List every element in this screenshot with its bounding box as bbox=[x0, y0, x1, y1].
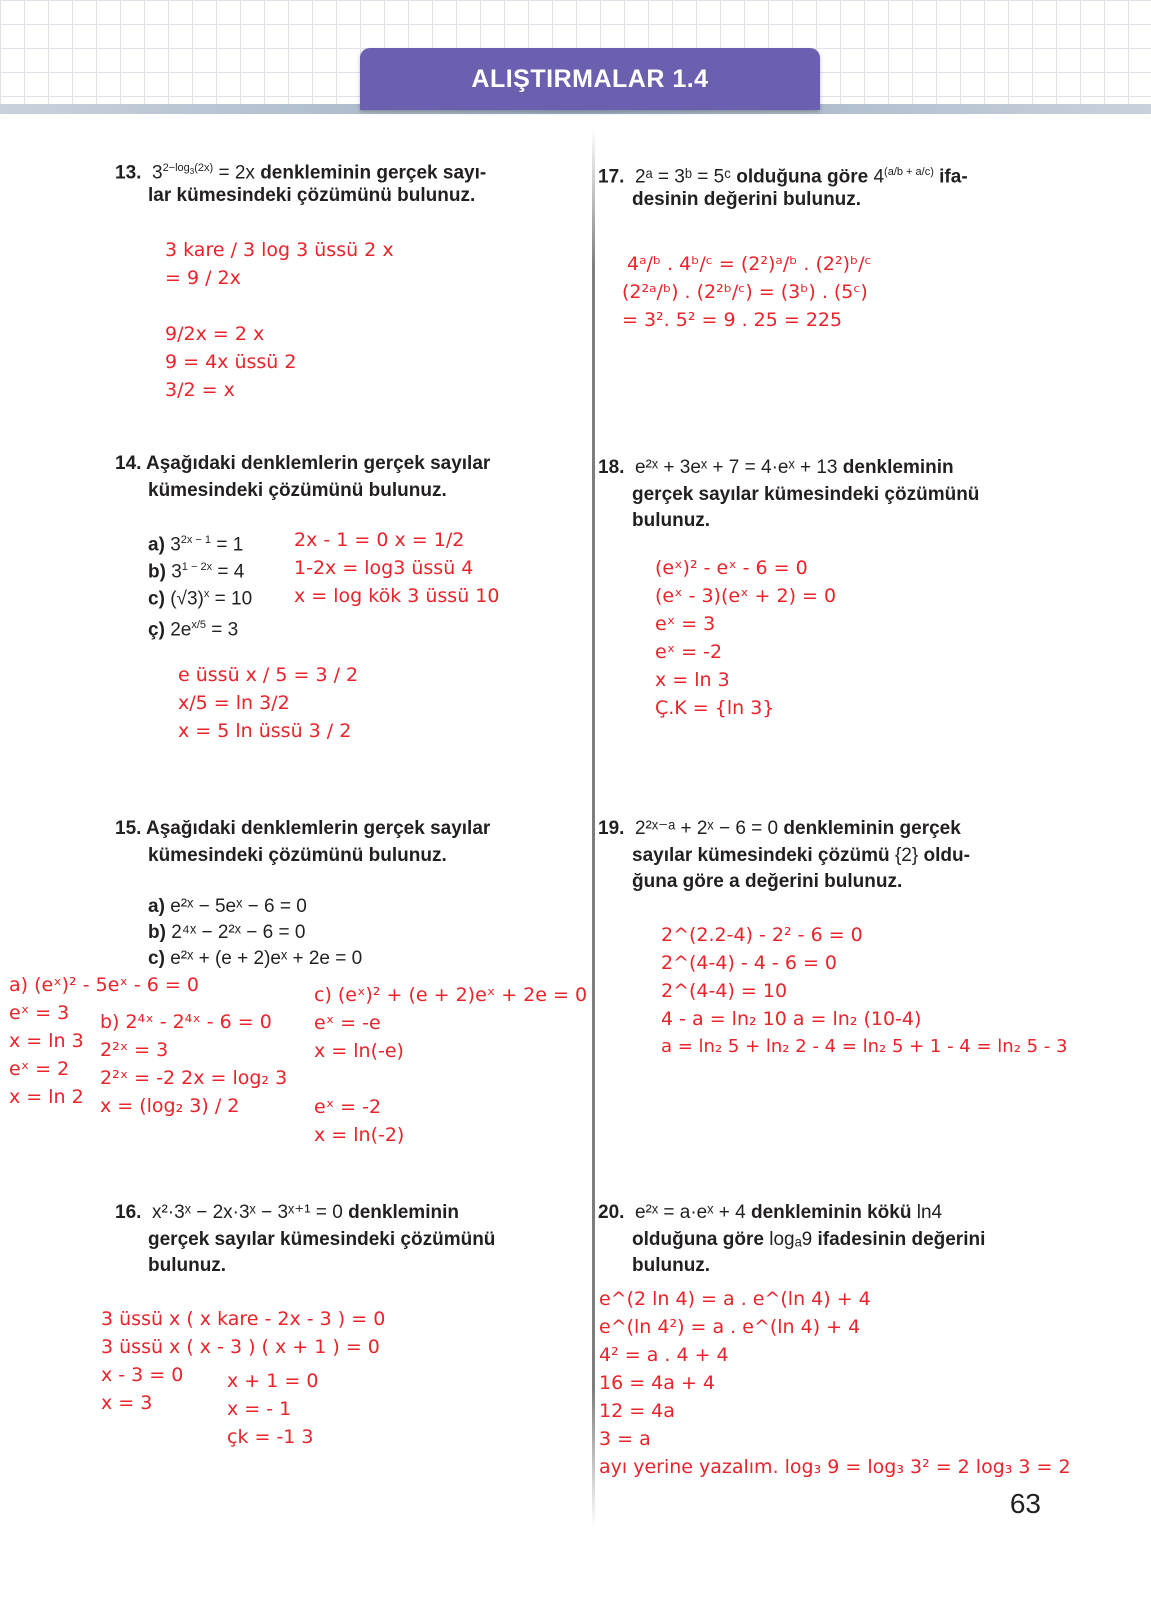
section-title: ALIŞTIRMALAR 1.4 bbox=[471, 64, 709, 93]
q14-number: 14. bbox=[115, 453, 142, 474]
q14-c-rest: = 10 bbox=[209, 588, 253, 610]
q17-expr: 4 bbox=[873, 166, 885, 188]
q20-work-7: ayı yerine yazalım. log₃ 9 = log₃ 3² = 2 log₃ 3 = 2 bbox=[599, 1456, 1071, 1478]
q16-text-1: denkleminin bbox=[348, 1202, 459, 1223]
q14-b-exp: 1 − 2x bbox=[181, 561, 213, 573]
q15-work-b-3: 2²ˣ = -2 2x = log₂ 3 bbox=[100, 1067, 288, 1089]
q20-text-2a: olduğuna göre bbox=[632, 1229, 770, 1250]
q18-math: e²ˣ + 3eˣ + 7 = 4·eˣ + 13 bbox=[634, 457, 843, 478]
q19-text-2b: oldu- bbox=[918, 845, 970, 866]
q13-work-5: 9 = 4x üssü 2 bbox=[165, 351, 297, 373]
q14-a-base: 3 bbox=[170, 534, 181, 556]
q14-b-base: 3 bbox=[171, 561, 182, 583]
q20-work-1: e^(2 ln 4) = a . e^(ln 4) + 4 bbox=[599, 1288, 871, 1310]
q13-text-1: denkleminin gerçek sayı- bbox=[260, 162, 487, 184]
q20-text-1: denkleminin kökü bbox=[750, 1202, 917, 1223]
q18-work-2: (eˣ - 3)(eˣ + 2) = 0 bbox=[655, 585, 837, 607]
q20-math: e²ˣ = a·eˣ + 4 bbox=[634, 1202, 751, 1223]
q16-work-r-2: x = - 1 bbox=[227, 1398, 292, 1420]
q20-work-5: 12 = 4a bbox=[599, 1400, 675, 1422]
q15-text-1: Aşağıdaki denklemlerin gerçek sayılar bbox=[146, 818, 491, 839]
q15-b-eq: 2⁴ˣ − 2²ˣ − 6 = 0 bbox=[171, 922, 306, 943]
q15-work-a-1: a) (eˣ)² - 5eˣ - 6 = 0 bbox=[9, 974, 199, 996]
q16-math: x²·3ˣ − 2x·3ˣ − 3ˣ⁺¹ = 0 bbox=[151, 1202, 349, 1223]
q15-c-eq: e²ˣ + (e + 2)eˣ + 2e = 0 bbox=[170, 948, 363, 969]
q16-line3: bulunuz. bbox=[148, 1255, 227, 1276]
q19-text-1: denkleminin gerçek bbox=[783, 818, 961, 839]
q14-b-rest: = 4 bbox=[212, 561, 245, 583]
q16-work-l-1: 3 üssü x ( x kare - 2x - 3 ) = 0 bbox=[101, 1308, 386, 1330]
q15-b-label: b) bbox=[148, 922, 166, 943]
q18-work-3: eˣ = 3 bbox=[655, 613, 716, 635]
q15-work-a-3: x = ln 3 bbox=[9, 1030, 84, 1052]
q18-work-6: Ç.K = {ln 3} bbox=[655, 697, 775, 719]
q20-text-2b: ifadesinin değerini bbox=[812, 1229, 986, 1250]
q15-work-c-2: eˣ = -e bbox=[314, 1012, 381, 1034]
q18-line1 bbox=[598, 454, 954, 481]
q15-work-a-2: eˣ = 3 bbox=[9, 1002, 70, 1024]
q15-a-label: a) bbox=[148, 896, 165, 917]
q20-line2 bbox=[632, 1226, 985, 1253]
q13-exp-arg: (2x) bbox=[194, 162, 214, 174]
q14-c bbox=[148, 581, 252, 612]
q14-work-side-1: 2x - 1 = 0 x = 1/2 bbox=[294, 529, 465, 551]
q15-a bbox=[148, 893, 307, 920]
q16-line2: gerçek sayılar kümesindeki çözümünü bbox=[148, 1229, 496, 1250]
q15-work-a-5: x = ln 2 bbox=[9, 1086, 84, 1108]
q14-a-label: a) bbox=[148, 534, 165, 556]
q18-work-4: eˣ = -2 bbox=[655, 641, 723, 663]
q14-d-label: ç) bbox=[148, 619, 165, 641]
q15-work-c-5: eˣ = -2 bbox=[314, 1096, 382, 1118]
q20-root: ln4 bbox=[916, 1202, 943, 1223]
page-number: 63 bbox=[1009, 1488, 1041, 1519]
q14-work-below-2: x/5 = ln 3/2 bbox=[178, 692, 290, 714]
q15-work-a-4: eˣ = 2 bbox=[9, 1058, 70, 1080]
q19-line3: ğuna göre a değerini bulunuz. bbox=[632, 871, 903, 892]
q17-expr-exp: (a/b + a/c) bbox=[884, 166, 934, 178]
q19-line2 bbox=[632, 842, 970, 869]
q13-exp: 2−log bbox=[162, 162, 190, 174]
q14-work-side-2: 1-2x = log3 üssü 4 bbox=[294, 557, 474, 579]
q15-work-c-3: x = ln(-e) bbox=[314, 1040, 404, 1062]
q14-d-rest: = 3 bbox=[206, 619, 239, 641]
column-divider bbox=[592, 128, 595, 1528]
q15-work-c-6: x = ln(-2) bbox=[314, 1124, 405, 1146]
q20-number: 20. bbox=[598, 1202, 625, 1223]
q13-work-4: 9/2x = 2 x bbox=[165, 323, 265, 345]
q15-c bbox=[148, 945, 362, 972]
q17-work-1: 4ᵃ/ᵇ . 4ᵇ/ᶜ = (2²)ᵃ/ᵇ . (2²)ᵇ/ᶜ bbox=[627, 253, 872, 275]
q14-work-below-3: x = 5 ln üssü 3 / 2 bbox=[178, 720, 352, 742]
q13-base: 3 bbox=[151, 162, 163, 184]
q15-line2: kümesindeki çözümünü bulunuz. bbox=[148, 845, 447, 866]
q16-work-l-3: x - 3 = 0 bbox=[101, 1364, 184, 1386]
q20-expr: logₐ9 bbox=[769, 1229, 813, 1250]
q15-work-b-1: b) 2⁴ˣ - 2⁴ˣ - 6 = 0 bbox=[100, 1011, 272, 1033]
q18-line2: gerçek sayılar kümesindeki çözümünü bbox=[632, 484, 980, 505]
q19-work-5: a = ln₂ 5 + ln₂ 2 - 4 = ln₂ 5 + 1 - 4 = ln₂ 5 - 3 bbox=[661, 1036, 1068, 1057]
q14-d-exp: x/5 bbox=[191, 619, 207, 631]
q14-line1 bbox=[115, 450, 490, 477]
q15-line1 bbox=[115, 815, 490, 842]
q20-line3: bulunuz. bbox=[632, 1255, 711, 1276]
q16-work-l-4: x = 3 bbox=[101, 1392, 153, 1414]
q13-number: 13. bbox=[115, 162, 142, 184]
q16-work-l-2: 3 üssü x ( x - 3 ) ( x + 1 ) = 0 bbox=[101, 1336, 380, 1358]
q18-work-5: x = ln 3 bbox=[655, 669, 730, 691]
q20-work-6: 3 = a bbox=[599, 1428, 651, 1450]
q15-number: 15. bbox=[115, 818, 142, 839]
q14-c-base: (√3) bbox=[170, 588, 204, 610]
q19-line1 bbox=[598, 815, 961, 842]
q19-work-1: 2^(2.2-4) - 2² - 6 = 0 bbox=[661, 924, 863, 946]
q18-number: 18. bbox=[598, 457, 625, 478]
q13-work-2: = 9 / 2x bbox=[165, 267, 241, 289]
q20-line1 bbox=[598, 1199, 942, 1226]
q16-work-r-1: x + 1 = 0 bbox=[227, 1370, 319, 1392]
q14-text-1: Aşağıdaki denklemlerin gerçek sayılar bbox=[146, 453, 491, 474]
q13-work-1: 3 kare / 3 log 3 üssü 2 x bbox=[165, 239, 394, 261]
q17-work-3: = 3². 5² = 9 . 25 = 225 bbox=[622, 309, 843, 331]
q14-work-below-1: e üssü x / 5 = 3 / 2 bbox=[178, 664, 359, 686]
q20-work-3: 4² = a . 4 + 4 bbox=[599, 1344, 729, 1366]
q13-exp-sub: 3 bbox=[189, 167, 195, 177]
q14-line2: kümesindeki çözümünü bulunuz. bbox=[148, 480, 447, 501]
q14-c-label: c) bbox=[148, 588, 165, 610]
q15-a-eq: e²ˣ − 5eˣ − 6 = 0 bbox=[170, 896, 307, 917]
q14-c-exp: x bbox=[203, 588, 210, 600]
q16-number: 16. bbox=[115, 1202, 142, 1223]
q14-d-base: 2e bbox=[170, 619, 192, 641]
q18-text-1: denkleminin bbox=[842, 457, 954, 478]
q14-b-label: b) bbox=[148, 561, 166, 583]
q17-text-a: olduğuna göre bbox=[736, 166, 874, 188]
q19-math: 2²ˣ⁻ᵃ + 2ˣ − 6 = 0 bbox=[634, 818, 784, 839]
q15-work-b-2: 2²ˣ = 3 bbox=[100, 1039, 169, 1061]
q15-work-c-1: c) (eˣ)² + (e + 2)eˣ + 2e = 0 bbox=[314, 984, 588, 1006]
q19-work-4: 4 - a = ln₂ 10 a = ln₂ (10-4) bbox=[661, 1008, 922, 1030]
q20-work-4: 16 = 4a + 4 bbox=[599, 1372, 715, 1394]
q17-text-b: ifa- bbox=[933, 166, 968, 188]
q17-line2: desinin değerini bulunuz. bbox=[632, 189, 862, 210]
q17-math: 2ᵃ = 3ᵇ = 5ᶜ bbox=[634, 166, 737, 188]
q15-work-b-4: x = (log₂ 3) / 2 bbox=[100, 1095, 240, 1117]
q13-work-6: 3/2 = x bbox=[165, 379, 235, 401]
q16-line1 bbox=[115, 1199, 459, 1226]
q16-work-r-3: çk = -1 3 bbox=[227, 1426, 314, 1448]
q19-work-2: 2^(4-4) - 4 - 6 = 0 bbox=[661, 952, 838, 974]
q18-line3: bulunuz. bbox=[632, 510, 711, 531]
q18-work-1: (eˣ)² - eˣ - 6 = 0 bbox=[655, 557, 808, 579]
q17-number: 17. bbox=[598, 166, 625, 188]
section-title-tab bbox=[360, 48, 820, 110]
q15-b bbox=[148, 919, 305, 946]
q17-work-2: (2²ᵃ/ᵇ) . (2²ᵇ/ᶜ) = (3ᵇ) . (5ᶜ) bbox=[622, 281, 868, 303]
q14-d bbox=[148, 612, 238, 643]
q13-mid: = 2x bbox=[213, 162, 261, 184]
q14-a-exp: 2x − 1 bbox=[180, 534, 212, 546]
q19-text-2a: sayılar kümesindeki çözümü bbox=[632, 845, 895, 866]
q15-c-label: c) bbox=[148, 948, 165, 969]
q19-set: {2} bbox=[894, 845, 919, 866]
q13-line2: lar kümesindeki çözümünü bulunuz. bbox=[148, 185, 476, 206]
q14-work-side-3: x = log kök 3 üssü 10 bbox=[294, 585, 500, 607]
q19-number: 19. bbox=[598, 818, 625, 839]
q14-a-rest: = 1 bbox=[211, 534, 244, 556]
q19-work-3: 2^(4-4) = 10 bbox=[661, 980, 788, 1002]
q20-work-2: e^(ln 4²) = a . e^(ln 4) + 4 bbox=[599, 1316, 861, 1338]
